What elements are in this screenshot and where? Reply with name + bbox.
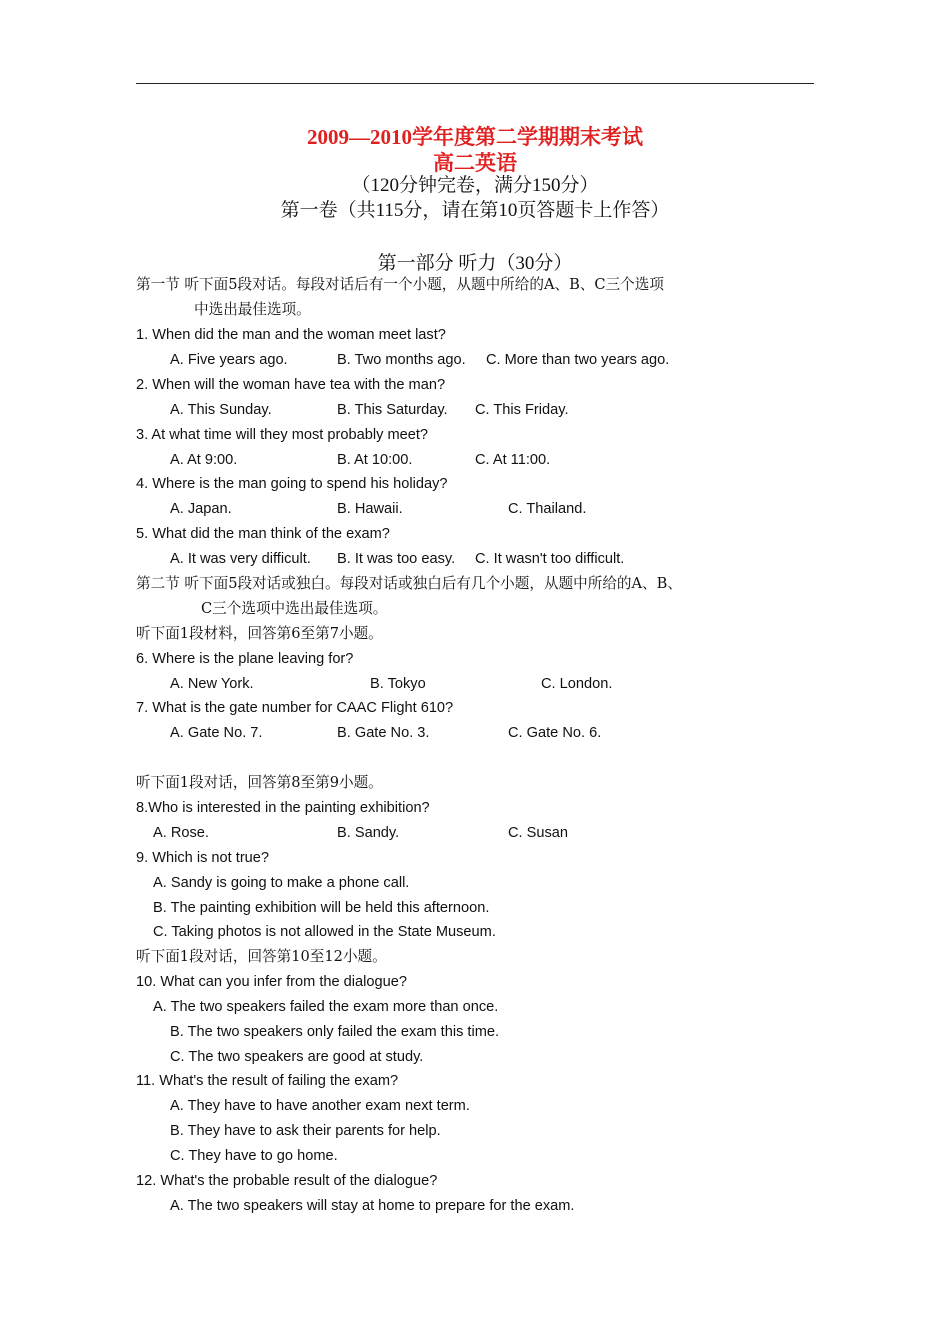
q4-option-c: C. Thailand.	[508, 501, 587, 517]
q3-option-a: A. At 9:00.	[170, 452, 238, 468]
q4-option-b: B. Hawaii.	[337, 501, 403, 517]
part-title: 第一部分 听力（30分）	[377, 253, 573, 274]
question-11: 11. What's the result of failing the exam?	[136, 1073, 399, 1089]
q12-option-a: A. The two speakers will stay at home to prepare for the exam.	[170, 1198, 575, 1214]
exam-duration: （120分钟完卷，满分150分）	[351, 175, 599, 196]
q10-option-a: A. The two speakers failed the exam more than once.	[153, 999, 499, 1015]
q1-option-a: A. Five years ago.	[170, 352, 288, 368]
question-8: 8.Who is interested in the painting exhibition?	[136, 800, 430, 816]
group1-intro: 听下面1段材料，回答第6至第7小题。	[136, 625, 383, 642]
section2-instruction-cont: C三个选项中选出最佳选项。	[201, 600, 388, 617]
q3-option-c: C. At 11:00.	[475, 452, 551, 468]
q6-option-c: C. London.	[541, 676, 613, 692]
section1-instruction-cont: 中选出最佳选项。	[194, 301, 311, 318]
question-1: 1. When did the man and the woman meet last?	[136, 327, 446, 343]
q2-option-c: C. This Friday.	[475, 402, 569, 418]
question-5: 5. What did the man think of the exam?	[136, 526, 390, 542]
question-2: 2. When will the woman have tea with the man?	[136, 377, 446, 393]
q5-option-a: A. It was very difficult.	[170, 551, 311, 567]
question-3: 3. At what time will they most probably meet?	[136, 427, 429, 443]
q7-option-b: B. Gate No. 3.	[337, 725, 430, 741]
q6-option-b: B. Tokyo	[370, 676, 426, 692]
q8-option-c: C. Susan	[508, 825, 569, 841]
q9-option-b: B. The painting exhibition will be held this afternoon.	[153, 900, 490, 916]
q10-option-b: B. The two speakers only failed the exam this time.	[170, 1024, 500, 1040]
q4-option-a: A. Japan.	[170, 501, 232, 517]
q5-option-c: C. It wasn't too difficult.	[475, 551, 625, 567]
q8-option-b: B. Sandy.	[337, 825, 400, 841]
exam-title: 2009—2010学年度第二学期期末考试	[307, 125, 643, 149]
volume-note: 第一卷（共115分，请在第10页答题卡上作答）	[280, 200, 670, 221]
question-6: 6. Where is the plane leaving for?	[136, 651, 354, 667]
group3-intro: 听下面1段对话，回答第10至12小题。	[136, 948, 387, 965]
q3-option-b: B. At 10:00.	[337, 452, 413, 468]
question-7: 7. What is the gate number for CAAC Flight 610?	[136, 700, 454, 716]
section1-instruction: 第一节 听下面5段对话。每段对话后有一个小题，从题中所给的A、B、C三个选项	[136, 276, 664, 293]
question-12: 12. What's the probable result of the dialogue?	[136, 1173, 438, 1189]
question-10: 10. What can you infer from the dialogue?	[136, 974, 407, 990]
question-9: 9. Which is not true?	[136, 850, 270, 866]
exam-subject: 高二英语	[433, 151, 517, 175]
q11-option-b: B. They have to ask their parents for help.	[170, 1123, 441, 1139]
q11-option-c: C. They have to go home.	[170, 1148, 338, 1164]
section2-instruction: 第二节 听下面5段对话或独白。每段对话或独白后有几个小题，从题中所给的A、B、	[136, 575, 682, 592]
header-rule	[136, 83, 814, 84]
q10-option-c: C. The two speakers are good at study.	[170, 1049, 424, 1065]
q7-option-a: A. Gate No. 7.	[170, 725, 263, 741]
q1-option-c: C. More than two years ago.	[486, 352, 670, 368]
q1-option-b: B. Two months ago.	[337, 352, 466, 368]
q8-option-a: A. Rose.	[153, 825, 209, 841]
q9-option-a: A. Sandy is going to make a phone call.	[153, 875, 410, 891]
q2-option-b: B. This Saturday.	[337, 402, 448, 418]
q6-option-a: A. New York.	[170, 676, 254, 692]
q11-option-a: A. They have to have another exam next term.	[170, 1098, 470, 1114]
q5-option-b: B. It was too easy.	[337, 551, 456, 567]
q9-option-c: C. Taking photos is not allowed in the State Museum.	[153, 924, 496, 940]
q7-option-c: C. Gate No. 6.	[508, 725, 602, 741]
q2-option-a: A. This Sunday.	[170, 402, 272, 418]
group2-intro: 听下面1段对话，回答第8至第9小题。	[136, 774, 383, 791]
question-4: 4. Where is the man going to spend his holiday?	[136, 476, 448, 492]
